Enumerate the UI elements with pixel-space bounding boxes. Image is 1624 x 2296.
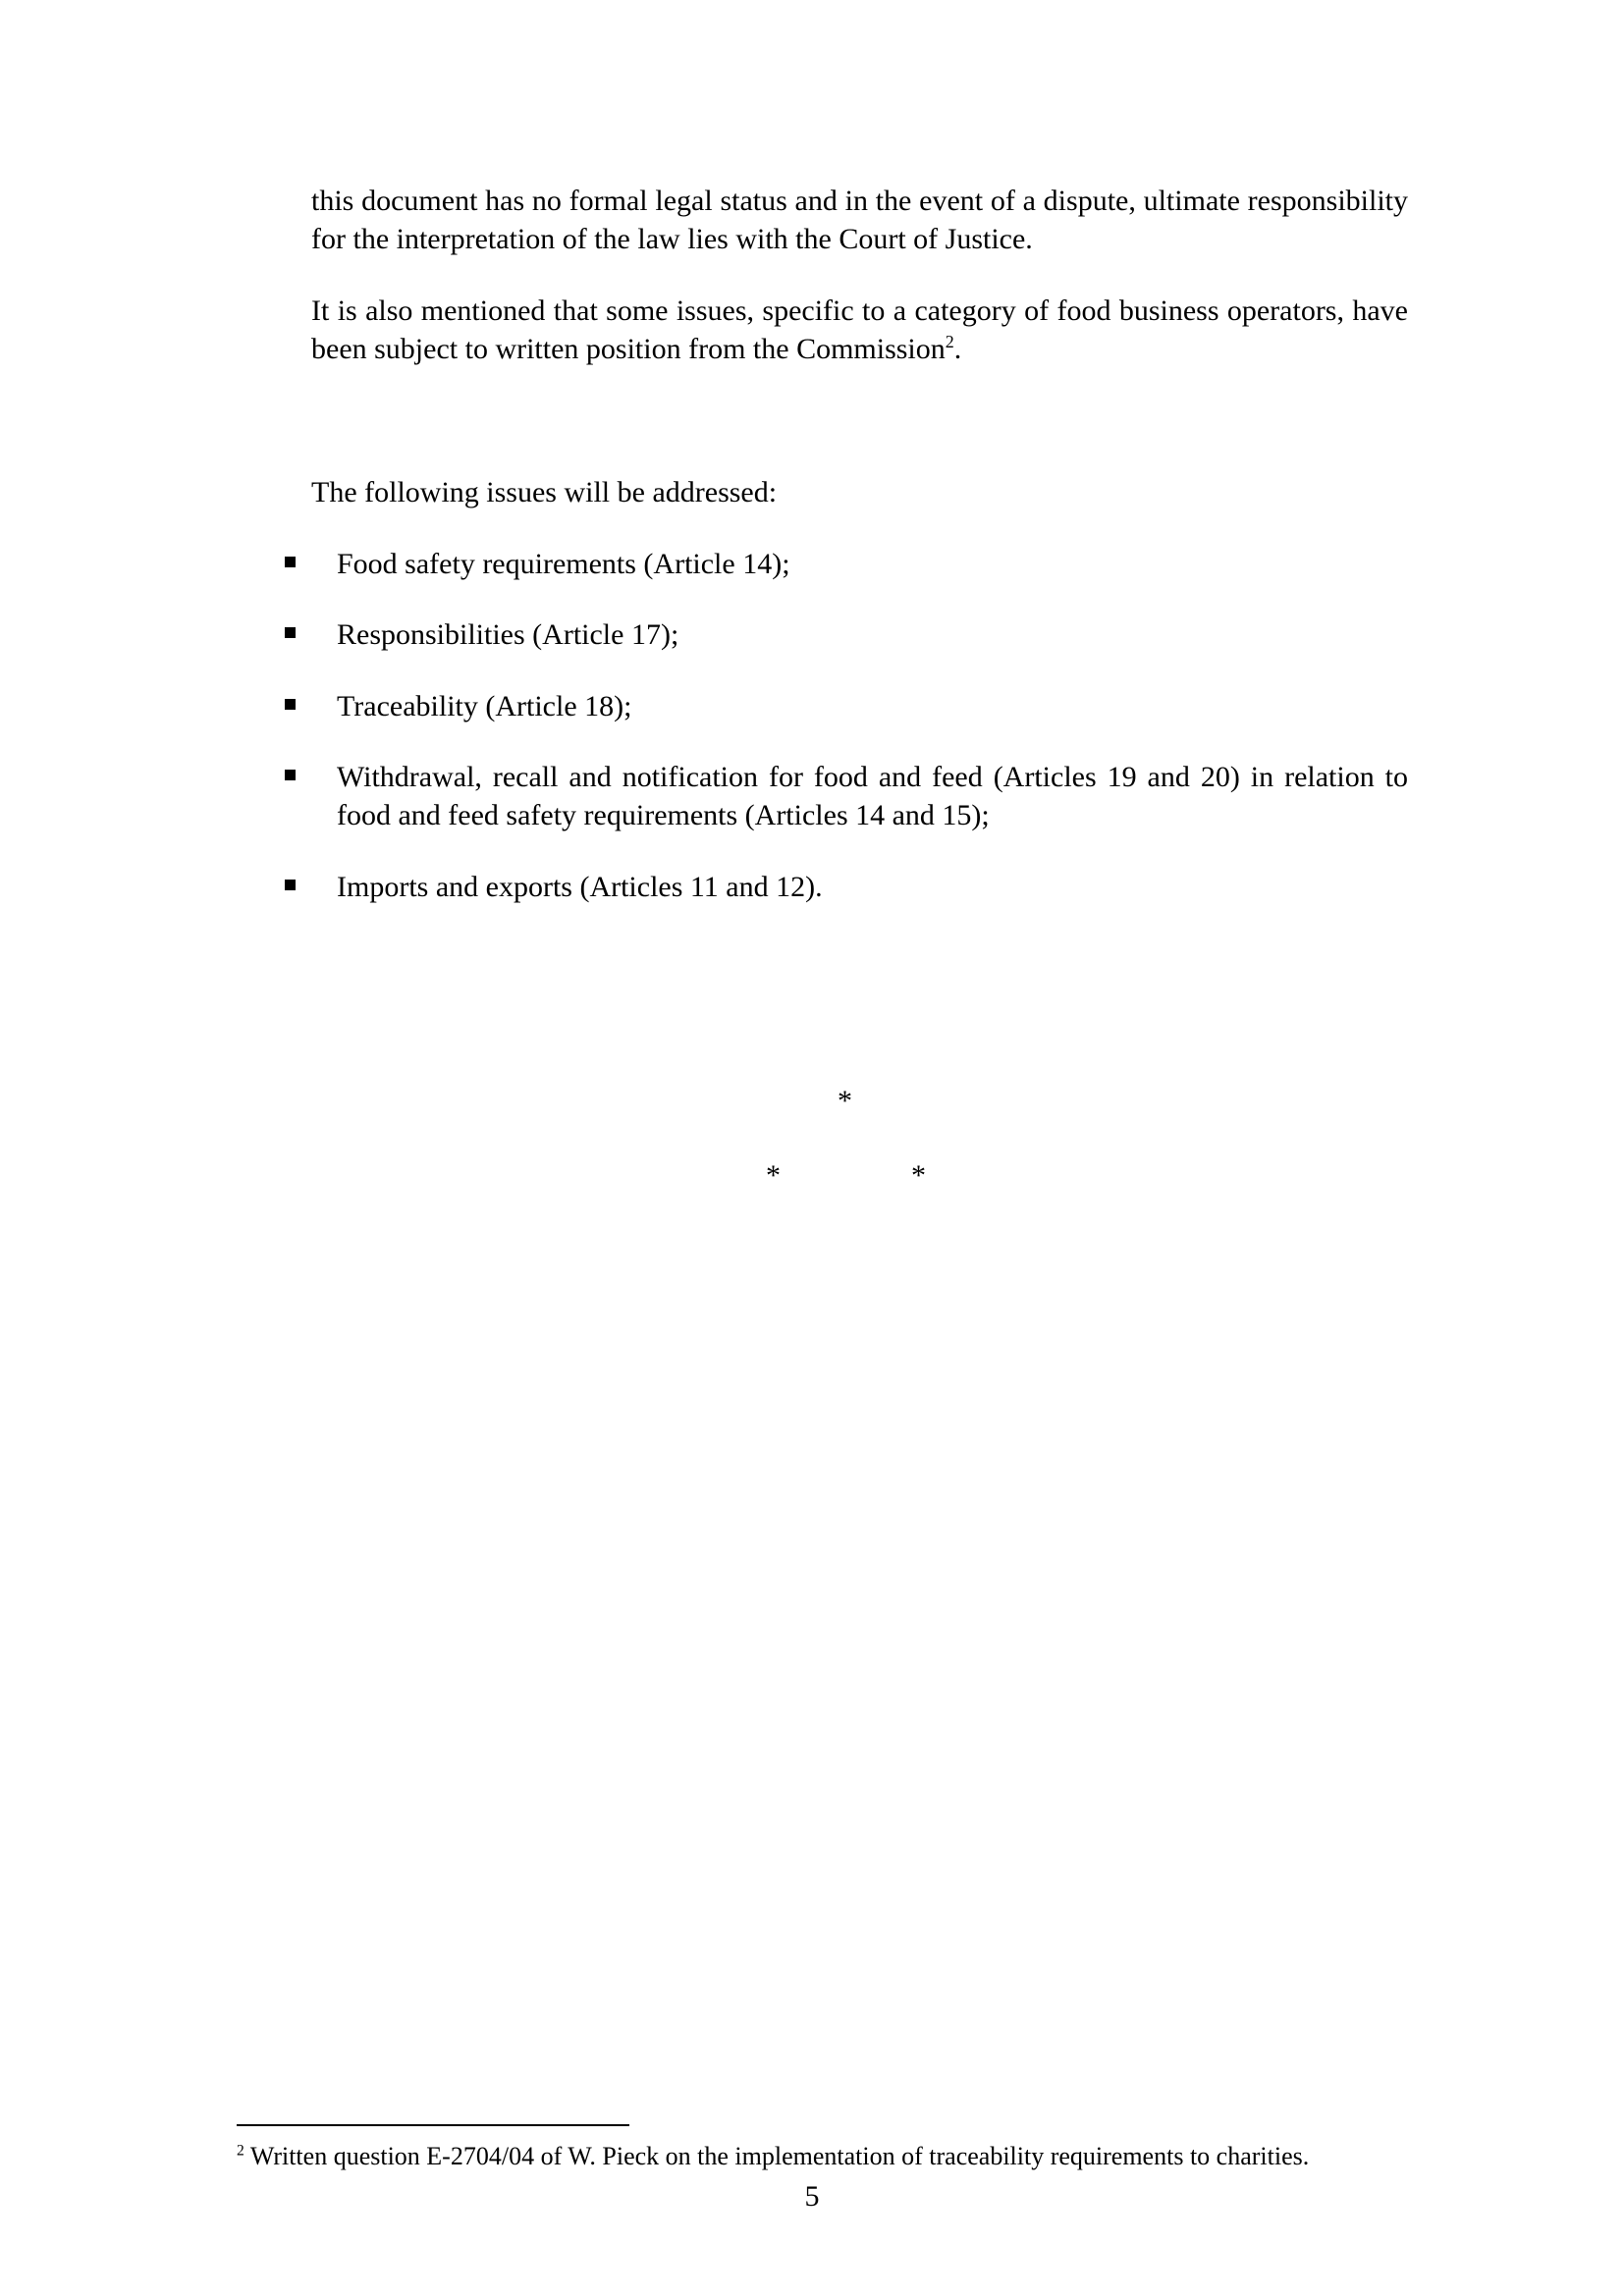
footnote-number: 2 xyxy=(237,2142,244,2160)
square-bullet-icon xyxy=(285,557,296,567)
square-bullet-icon xyxy=(285,770,296,780)
list-item-text: Imports and exports (Articles 11 and 12). xyxy=(337,871,823,903)
footnote-text: Written question E-2704/04 of W. Pieck on the implementation of traceability requirements to charities. xyxy=(244,2142,1310,2170)
page-number: 5 xyxy=(804,2180,820,2213)
list-item-text: Withdrawal, recall and notification for food and feed (Articles 19 and 20) in relation to food and feed safety requirements (Articles 14 and 15); xyxy=(337,761,1408,831)
list-item-text: Responsibilities (Article 17); xyxy=(337,618,679,651)
list-item-text: Traceability (Article 18); xyxy=(337,690,632,722)
separator-star-left: * xyxy=(766,1159,781,1192)
separator-star-top: * xyxy=(838,1085,852,1117)
footnote xyxy=(237,2140,1309,2173)
footnote-divider xyxy=(237,2124,629,2126)
square-bullet-icon xyxy=(285,699,296,710)
separator-star-right: * xyxy=(911,1159,926,1192)
paragraph-commission-position xyxy=(311,292,1408,368)
paragraph-commission-text: It is also mentioned that some issues, specific to a category of food business operators, have been subject to written position from the Commission xyxy=(311,294,1408,365)
footnote-reference[interactable]: 2 xyxy=(945,332,954,351)
paragraph-commission-end: . xyxy=(953,333,962,365)
paragraph-issues-intro: The following issues will be addressed: xyxy=(311,476,778,508)
paragraph-legal-status: this document has no formal legal status and in the event of a dispute, ultimate responsibility for the interpretation of the law lies with the Court of Justice. xyxy=(311,185,1408,255)
list-item-text: Food safety requirements (Article 14); xyxy=(337,548,790,580)
square-bullet-icon xyxy=(285,627,296,638)
square-bullet-icon xyxy=(285,880,296,890)
